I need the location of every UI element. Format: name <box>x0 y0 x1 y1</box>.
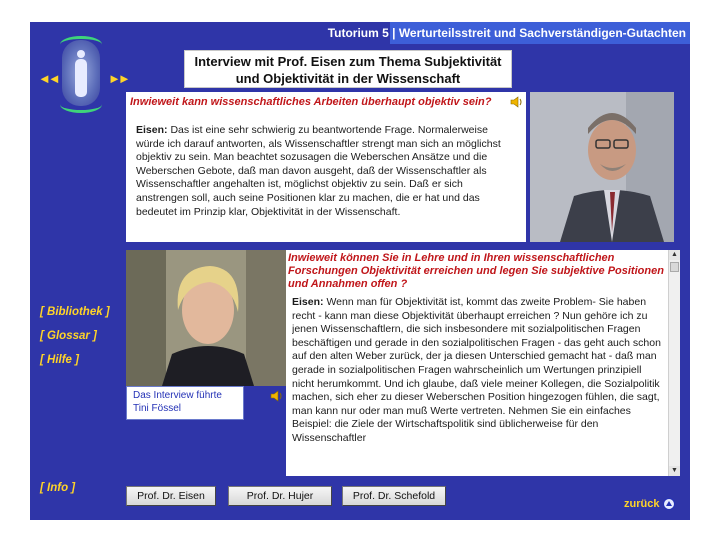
sidebar-link-glossary[interactable]: [ Glossar ] <box>40 330 97 342</box>
interview-button-eisen[interactable]: Prof. Dr. Eisen <box>126 486 216 506</box>
back-arrows-icon[interactable]: ◄◄ <box>38 71 58 86</box>
answer-2-text: Wenn man für Objektivität ist, kommt das zweite Problem- Sie haben recht - kann man diese Objektivität überhaupt erreichen ? Nun gehöre ich zu jenen Wissenschaftlern, die sich insbesondere mit sozialpolitischen Fragen beschäftigen und gerade in den sozialpolitischen Fragen - das geht auch schon auf den alten Weber zurück, der ja diesen Unterschied gemacht hat - daß man gerade in sozialpolitischen Fragen wahrscheinlich um Wertungen prinzipiell nicht herumkommt. Und ich glaube, daß viele meiner Kollegen, die Sozialpolitik machen, sich eher zu dieser Weberschen Position hingezogen fühlen, die sagt, man kann nur oder man muß Werte vertreten. Nehmen Sie ein einfaches Beispiel: die Ziele der Wirtschaftspolitik sind üblicherweise für den Wissenschaftler <box>292 296 661 444</box>
forward-arrows-icon[interactable]: ►► <box>108 71 128 86</box>
question-1: Inwieweit kann wissenschaftliches Arbeiten überhaupt objektiv sein? <box>130 96 492 108</box>
answer-scrollbar[interactable] <box>668 250 680 476</box>
interviewer-photo <box>126 250 286 386</box>
up-arrow-circle-icon <box>663 498 675 510</box>
back-button[interactable] <box>624 498 675 510</box>
page-title <box>184 50 512 88</box>
interview-section-1 <box>126 92 526 242</box>
page-title-line-2: und Objektivität in der Wissenschaft <box>235 71 461 86</box>
logo-head <box>77 50 85 58</box>
scroll-thumb[interactable] <box>670 262 679 272</box>
answer-1-text: Das ist eine sehr schwierig zu beantwortende Frage. Normalerweise würde ich darauf antworten, als Wissenschaftler strengt man sich an möglichst objektiv zu sein. Man beachtet sozusagen die Weberschen Ansätze und die Weberschen Gebote, daß man davon ausgeht, daß der Wissenschaftler als Wissenschaftler angehalten ist, möglichst objektiv zu sein. Daß er sich anstrengen soll, auch seine Positionen klar zu machen, die er hat und das bedeutet im Prinzip klar, Objektivität in der Wissenschaft. <box>136 124 501 218</box>
speaker-icon[interactable] <box>510 96 524 108</box>
answer-2 <box>292 296 662 474</box>
speaker-icon-2[interactable] <box>270 390 284 402</box>
title-bar <box>327 22 690 44</box>
window-title: Tutorium 5 | Werturteilsstreit und Sachverständigen-Gutachten <box>327 26 686 40</box>
question-2: Inwieweit können Sie in Lehre und in Ihren wissenschaftlichen Forschungen Objektivität erreichen und legen Sie subjektive Positionen und Annahmen offen ? <box>288 252 664 290</box>
logo-arc-bottom <box>60 96 102 113</box>
answer-1-speaker: Eisen: <box>136 124 168 136</box>
caption-line-2: Tini Fössel <box>133 403 181 414</box>
sidebar-link-library[interactable]: [ Bibliothek ] <box>40 306 110 318</box>
page-title-line-1: Interview mit Prof. Eisen zum Thema Subjektivität <box>194 54 502 69</box>
scroll-up-icon[interactable]: ▲ <box>669 250 680 260</box>
sidebar-link-help[interactable]: [ Hilfe ] <box>40 354 79 366</box>
app-frame <box>30 22 690 520</box>
interview-button-hujer[interactable]: Prof. Dr. Hujer <box>228 486 332 506</box>
interview-button-schefold[interactable]: Prof. Dr. Schefold <box>342 486 446 506</box>
logo-body <box>75 59 87 97</box>
interview-section-2 <box>286 250 668 476</box>
answer-2-speaker: Eisen: <box>292 296 324 308</box>
scroll-down-icon[interactable]: ▼ <box>669 466 680 476</box>
logo-navigation <box>36 40 126 110</box>
interviewer-caption <box>126 386 244 420</box>
professor-photo <box>530 92 674 242</box>
caption-line-1: Das Interview führte <box>133 390 222 401</box>
back-label: zurück <box>624 498 660 510</box>
answer-1 <box>136 124 504 240</box>
sidebar-link-info[interactable]: [ Info ] <box>40 482 76 494</box>
